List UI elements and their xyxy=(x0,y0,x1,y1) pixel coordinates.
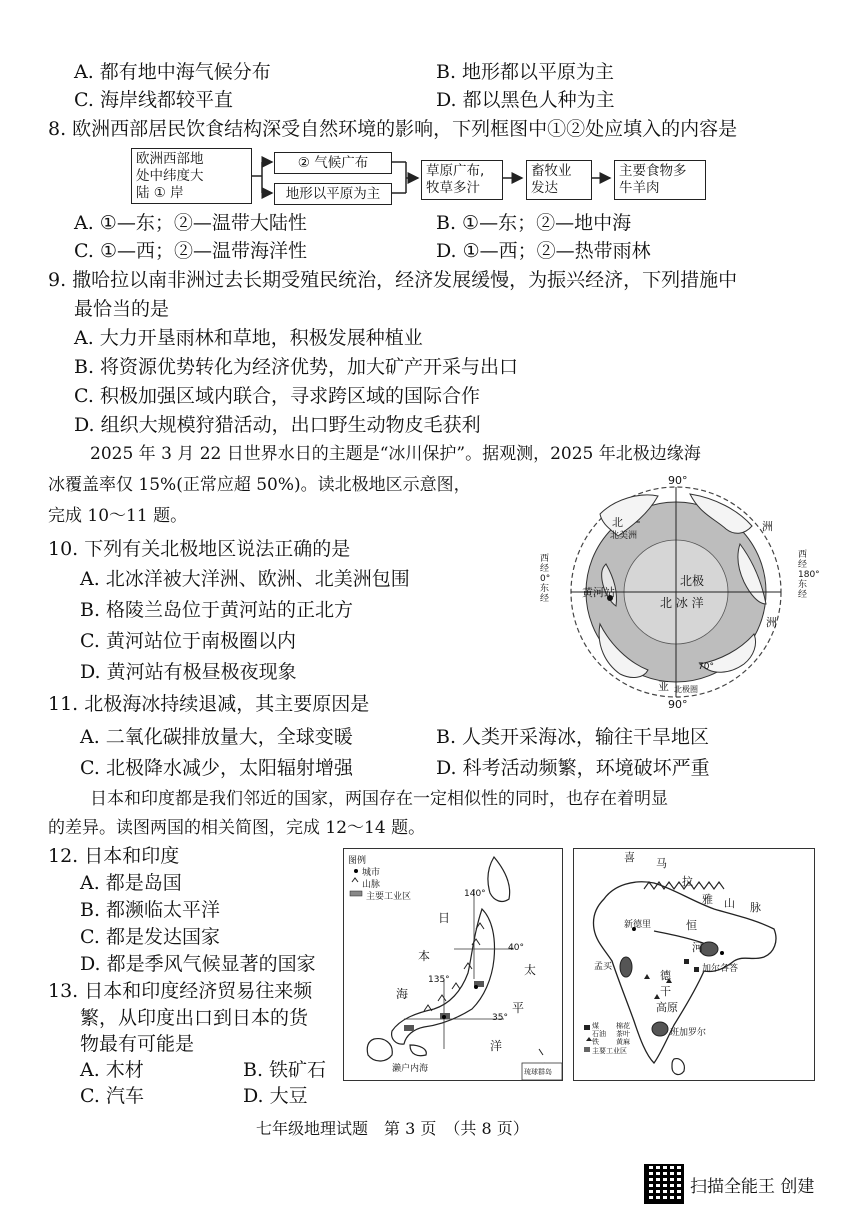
japan-legend-industry: 主要工业区 xyxy=(366,892,412,902)
india-legend-tea: 茶叶 xyxy=(616,1030,630,1038)
japan-label-lon135: 135° xyxy=(428,975,450,985)
india-legend-iron: 铁 xyxy=(592,1038,599,1046)
japan-label-ping: 平 xyxy=(512,1001,525,1015)
flow-box-latitude-l2: 处中纬度大 xyxy=(136,168,204,184)
q12-stem: 12. 日本和印度 xyxy=(48,845,180,867)
india-label-delhi: 新德里 xyxy=(624,920,652,930)
japan-legend-mountain: 山脉 xyxy=(362,880,381,890)
page-footer: 七年级地理试题 第 3 页 （共 8 页） xyxy=(256,1119,529,1138)
q11-option-c: C. 北极降水减少，太阳辐射增强 xyxy=(80,757,353,779)
arctic-label-continent-se: 洲 xyxy=(766,616,777,629)
india-label-heng: 恒 xyxy=(686,919,697,932)
flow-box-latitude xyxy=(131,148,252,204)
q9-option-d: D. 组织大规模狩猎活动，出口野生动物皮毛获利 xyxy=(74,414,481,436)
flow-box-terrain: 地形以平原为主 xyxy=(274,183,392,205)
japan-label-corner: 琉球群岛 xyxy=(524,1068,552,1076)
india-label-kolkata: 加尔各答 xyxy=(702,964,739,974)
flow-box-livestock-l2: 发达 xyxy=(531,180,558,196)
q7-option-a: A. 都有地中海气候分布 xyxy=(74,61,271,83)
intro2-line2: 的差异。读图两国的相关简图，完成 12～14 题。 xyxy=(48,818,426,838)
q13-option-d: D. 大豆 xyxy=(243,1085,308,1107)
q10-stem: 10. 下列有关北极地区说法正确的是 xyxy=(48,538,351,560)
q13-option-a: A. 木材 xyxy=(80,1059,144,1081)
q11-option-b: B. 人类开采海冰，输往干旱地区 xyxy=(436,726,710,748)
arctic-label-top: 90° xyxy=(668,474,688,487)
q13-stem-line3: 物最有可能是 xyxy=(80,1033,195,1055)
flow-box-latitude-l1: 欧洲西部地 xyxy=(136,151,204,167)
flow-box-livestock-l1: 畜牧业 xyxy=(531,163,572,179)
q9-stem-line2: 最恰当的是 xyxy=(74,298,170,320)
arctic-map xyxy=(540,474,820,712)
arctic-label-continent-ne: 洲 xyxy=(762,520,773,533)
india-legend-coal: 煤 xyxy=(592,1022,599,1030)
india-legend-cotton: 棉花 xyxy=(616,1022,630,1030)
q13-option-c: C. 汽车 xyxy=(80,1085,144,1107)
intro1-line3: 完成 10～11 题。 xyxy=(48,506,188,526)
india-legend-industry: 主要工业区 xyxy=(592,1047,627,1055)
flow-box-grassland-l1: 草原广布, xyxy=(426,163,485,179)
japan-label-ri: 日 xyxy=(438,911,451,925)
arctic-label-ocean: 北 冰 洋 xyxy=(660,596,704,610)
japan-label-tai: 太 xyxy=(524,963,537,977)
india-label-gan: 干 xyxy=(660,985,671,998)
q9-option-b: B. 将资源优势转化为经济优势，加大矿产开采与出口 xyxy=(74,356,519,378)
intro1-line1: 2025 年 3 月 22 日世界水日的主题是“冰川保护”。据观测，2025 年北极边缘海 xyxy=(90,444,701,464)
q9-stem-line1: 9. 撒哈拉以南非洲过去长期受殖民统治，经济发展缓慢，为振兴经济，下列措施中 xyxy=(48,269,738,291)
q8-option-c: C. ①—西；②—温带海洋性 xyxy=(74,240,307,262)
flow-box-climate: ② 气候广布 xyxy=(274,152,392,174)
q12-option-a: A. 都是岛国 xyxy=(80,872,182,894)
q12-option-d: D. 都是季风气候显著的国家 xyxy=(80,953,316,975)
india-label-la: 拉 xyxy=(682,875,693,888)
japan-label-lon140: 140° xyxy=(464,889,486,899)
arctic-label-east: 西经180°东经 xyxy=(798,550,820,600)
japan-label-yang: 洋 xyxy=(490,1039,503,1053)
arctic-label-asia: 亚 xyxy=(658,680,669,693)
q12-option-b: B. 都濒临太平洋 xyxy=(80,899,221,921)
india-map xyxy=(573,848,815,1081)
japan-legend-city: 城市 xyxy=(362,868,381,878)
japan-label-lat35: 35° xyxy=(492,1013,508,1023)
flow-box-grassland xyxy=(421,160,503,200)
japan-label-ben: 本 xyxy=(418,949,431,963)
arctic-label-pole: 北极 xyxy=(680,574,705,588)
india-label-shan: 山 xyxy=(724,897,735,910)
q8-option-a: A. ①—东；②—温带大陆性 xyxy=(74,212,307,234)
flow-box-grassland-l2: 牧草多汁 xyxy=(426,180,480,196)
flow-box-food-l1: 主要食物多 xyxy=(619,163,687,179)
q7-option-b: B. 地形都以平原为主 xyxy=(436,61,615,83)
q7-option-c: C. 海岸线都较平直 xyxy=(74,89,233,111)
india-label-de: 德 xyxy=(660,969,671,982)
arctic-label-north: 北 xyxy=(612,516,623,529)
india-label-xi: 喜 xyxy=(624,851,635,864)
flow-box-food xyxy=(614,160,706,200)
japan-map xyxy=(343,848,563,1081)
india-label-gaoyuan: 高原 xyxy=(656,1001,678,1014)
flow-box-latitude-l3: 陆 ① 岸 xyxy=(136,185,184,201)
arctic-label-bottom: 90° xyxy=(668,698,688,711)
qr-code-icon xyxy=(644,1164,684,1204)
q13-option-b: B. 铁矿石 xyxy=(243,1059,327,1081)
q7-option-d: D. 都以黑色人种为主 xyxy=(436,89,615,111)
q10-option-d: D. 黄河站有极昼极夜现象 xyxy=(80,661,297,683)
arctic-label-station: 黄河站 xyxy=(582,586,615,599)
india-label-mumbai: 孟买 xyxy=(594,962,613,972)
japan-label-seto: 濑户内海 xyxy=(392,1064,429,1074)
india-label-ma: 马 xyxy=(656,857,667,870)
q9-option-a: A. 大力开垦雨林和草地，积极发展种植业 xyxy=(74,327,423,349)
q12-option-c: C. 都是发达国家 xyxy=(80,926,220,948)
india-label-mai: 脉 xyxy=(750,901,761,914)
flow-box-livestock xyxy=(526,160,592,200)
india-label-he: 河 xyxy=(692,941,703,954)
india-legend-jute: 黄麻 xyxy=(616,1038,630,1046)
q10-option-a: A. 北冰洋被大洋洲、欧洲、北美洲包围 xyxy=(80,568,410,590)
india-legend-oil: 石油 xyxy=(592,1030,606,1038)
q8-option-b: B. ①—东；②—地中海 xyxy=(436,212,632,234)
q10-option-b: B. 格陵兰岛位于黄河站的正北方 xyxy=(80,599,354,621)
japan-label-lat40: 40° xyxy=(508,943,524,953)
arctic-label-west: 西经0°东经 xyxy=(540,554,551,604)
india-label-bangalore: 班加罗尔 xyxy=(670,1028,707,1038)
arctic-label-lat70: 70° xyxy=(698,662,714,672)
japan-legend-title: 图例 xyxy=(348,856,367,866)
intro2-line1: 日本和印度都是我们邻近的国家，两国存在一定相似性的同时，也存在着明显 xyxy=(90,789,668,809)
q10-option-c: C. 黄河站位于南极圈以内 xyxy=(80,630,296,652)
intro1-line2: 冰覆盖率仅 15%(正常应超 50%)。读北极地区示意图， xyxy=(48,475,471,495)
flow-box-food-l2: 牛羊肉 xyxy=(619,180,660,196)
q11-stem: 11. 北极海冰持续退减，其主要原因是 xyxy=(48,693,370,715)
arctic-label-circle: 北极圈 xyxy=(674,685,698,694)
india-label-ya: 雅 xyxy=(702,893,713,906)
q11-option-a: A. 二氧化碳排放量大，全球变暖 xyxy=(80,726,353,748)
q9-option-c: C. 积极加强区域内联合，寻求跨区域的国际合作 xyxy=(74,385,480,407)
arctic-label-namerica: 北美洲 xyxy=(610,531,638,541)
q13-stem-line2: 繁，从印度出口到日本的货 xyxy=(80,1007,309,1029)
q8-stem: 8. 欧洲西部居民饮食结构深受自然环境的影响，下列框图中①②处应填入的内容是 xyxy=(48,118,738,140)
japan-label-hai: 海 xyxy=(396,987,409,1001)
scanner-watermark: 扫描全能王 创建 xyxy=(690,1177,815,1197)
q8-option-d: D. ①—西；②—热带雨林 xyxy=(436,240,651,262)
arctic-map-graphic xyxy=(540,474,820,712)
q13-stem-line1: 13. 日本和印度经济贸易往来频 xyxy=(48,980,313,1002)
q11-option-d: D. 科考活动频繁，环境破坏严重 xyxy=(436,757,710,779)
